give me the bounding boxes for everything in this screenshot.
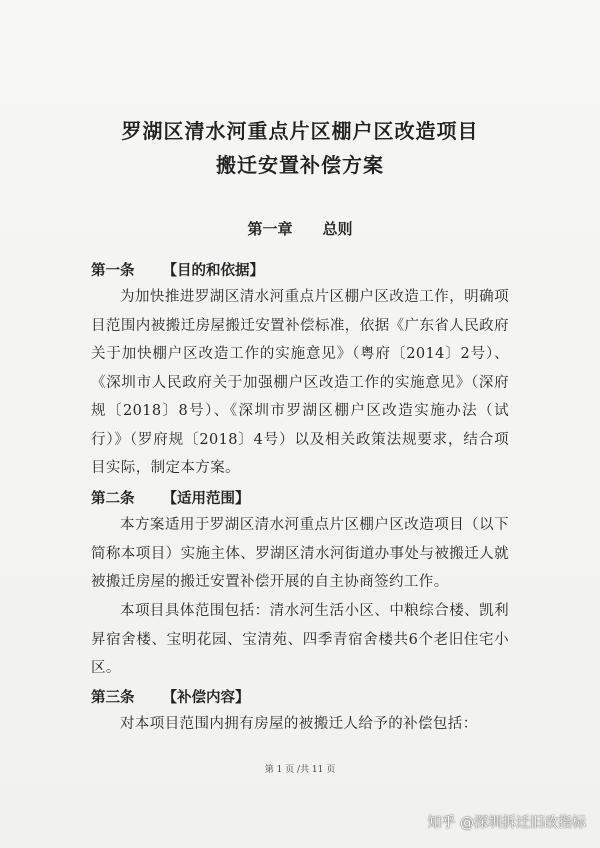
article-2-paragraph-1: 本方案适用于罗湖区清水河重点片区棚户区改造项目（以下简称本项目）实施主体、罗湖区清水河街道办事处与被搬迁人就被搬迁房屋的搬迁安置补偿开展的自主协商签约工作。 (91, 517, 509, 590)
page-footer: 第 1 页 /共 11 页 (264, 765, 336, 775)
article-1-paragraph-1: 为加快推进罗湖区清水河重点片区棚户区改造工作，明确项目范围内被搬迁房屋搬迁安置补偿标准，依据《广东省人民政府关于加快棚户区改造工作的实施意见》（粤府〔2014〕2号）、《深圳市人民政府关于加强棚户区改造工作的实施意见》（深府规〔2018〕8号）、《深圳市罗湖区棚户区改造实施办法（试行）》（罗府规〔2018〕4号）以及相关政策法规要求，结合项目实际，制定本方案。 (91, 289, 509, 476)
article-1-number: 第一条 (91, 263, 135, 279)
article-3-paragraph-1: 对本项目范围内拥有房屋的被搬迁人给予的补偿包括： (120, 716, 478, 732)
document-title-line-1: 罗湖区清水河重点片区棚户区改造项目 (121, 119, 479, 143)
article-1-heading (91, 259, 264, 280)
article-2-title: 【适用范围】 (162, 491, 250, 507)
article-3-title: 【补偿内容】 (162, 690, 250, 706)
article-2-number: 第二条 (91, 491, 135, 507)
chapter-number: 第一章 (247, 220, 293, 238)
watermark: 知乎 @深圳拆迁旧改指标 (427, 815, 586, 831)
document-title-line-2: 搬迁安置补偿方案 (216, 153, 384, 177)
article-3-number: 第三条 (91, 690, 135, 706)
article-2-paragraph-2: 本项目具体范围包括：清水河生活小区、中粮综合楼、凯利昇宿舍楼、宝明花园、宝清苑、四季青宿舍楼共6个老旧住宅小区。 (91, 603, 509, 676)
article-2-heading (91, 487, 250, 508)
article-3-heading (91, 686, 250, 707)
chapter-heading (0, 218, 600, 239)
chapter-name: 总则 (322, 220, 353, 238)
article-1-title: 【目的和依据】 (162, 263, 264, 279)
